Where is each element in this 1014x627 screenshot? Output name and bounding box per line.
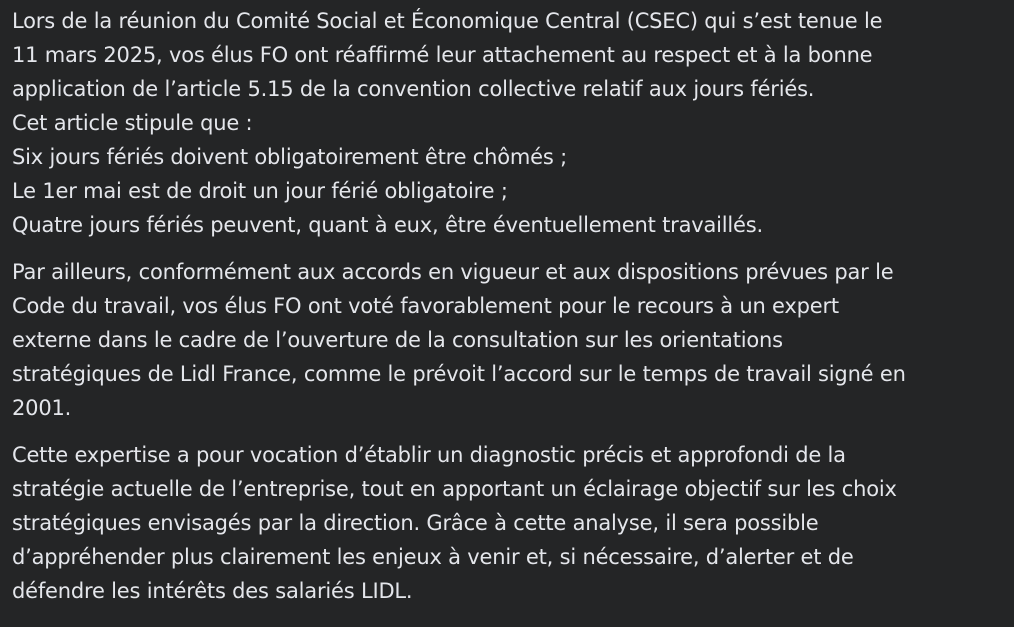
text-line: Cet article stipule que : bbox=[12, 111, 253, 135]
paragraph-expert-vote bbox=[12, 255, 1006, 425]
paragraph-csec-meeting bbox=[12, 4, 1006, 242]
text-line: Le 1er mai est de droit un jour férié obligatoire ; bbox=[12, 179, 508, 203]
text-line: Lors de la réunion du Comité Social et Économique Central (CSEC) qui s’est tenue le bbox=[12, 9, 883, 33]
text-line: d’appréhender plus clairement les enjeux à venir et, si nécessaire, d’alerter et de bbox=[12, 545, 854, 569]
text-line: Quatre jours fériés peuvent, quant à eux, être éventuellement travaillés. bbox=[12, 213, 763, 237]
post-text bbox=[12, 4, 1006, 621]
text-line: Par ailleurs, conformément aux accords en vigueur et aux dispositions prévues par le bbox=[12, 260, 894, 284]
text-line: application de l’article 5.15 de la convention collective relatif aux jours fériés. bbox=[12, 77, 815, 101]
text-line: défendre les intérêts des salariés LIDL. bbox=[12, 579, 413, 603]
text-line: Code du travail, vos élus FO ont voté favorablement pour le recours à un expert bbox=[12, 294, 839, 318]
text-line: Six jours fériés doivent obligatoirement être chômés ; bbox=[12, 145, 567, 169]
text-line: 2001. bbox=[12, 396, 72, 420]
text-line: stratégie actuelle de l’entreprise, tout en apportant un éclairage objectif sur les choix bbox=[12, 477, 897, 501]
text-line: stratégiques envisagés par la direction. Grâce à cette analyse, il sera possible bbox=[12, 511, 819, 535]
text-line: Cette expertise a pour vocation d’établir un diagnostic précis et approfondi de la bbox=[12, 443, 846, 467]
text-line: stratégiques de Lidl France, comme le prévoit l’accord sur le temps de travail signé en bbox=[12, 362, 906, 386]
paragraph-expertise-purpose bbox=[12, 438, 1006, 608]
text-line: externe dans le cadre de l’ouverture de la consultation sur les orientations bbox=[12, 328, 783, 352]
text-line: 11 mars 2025, vos élus FO ont réaffirmé leur attachement au respect et à la bonne bbox=[12, 43, 873, 67]
